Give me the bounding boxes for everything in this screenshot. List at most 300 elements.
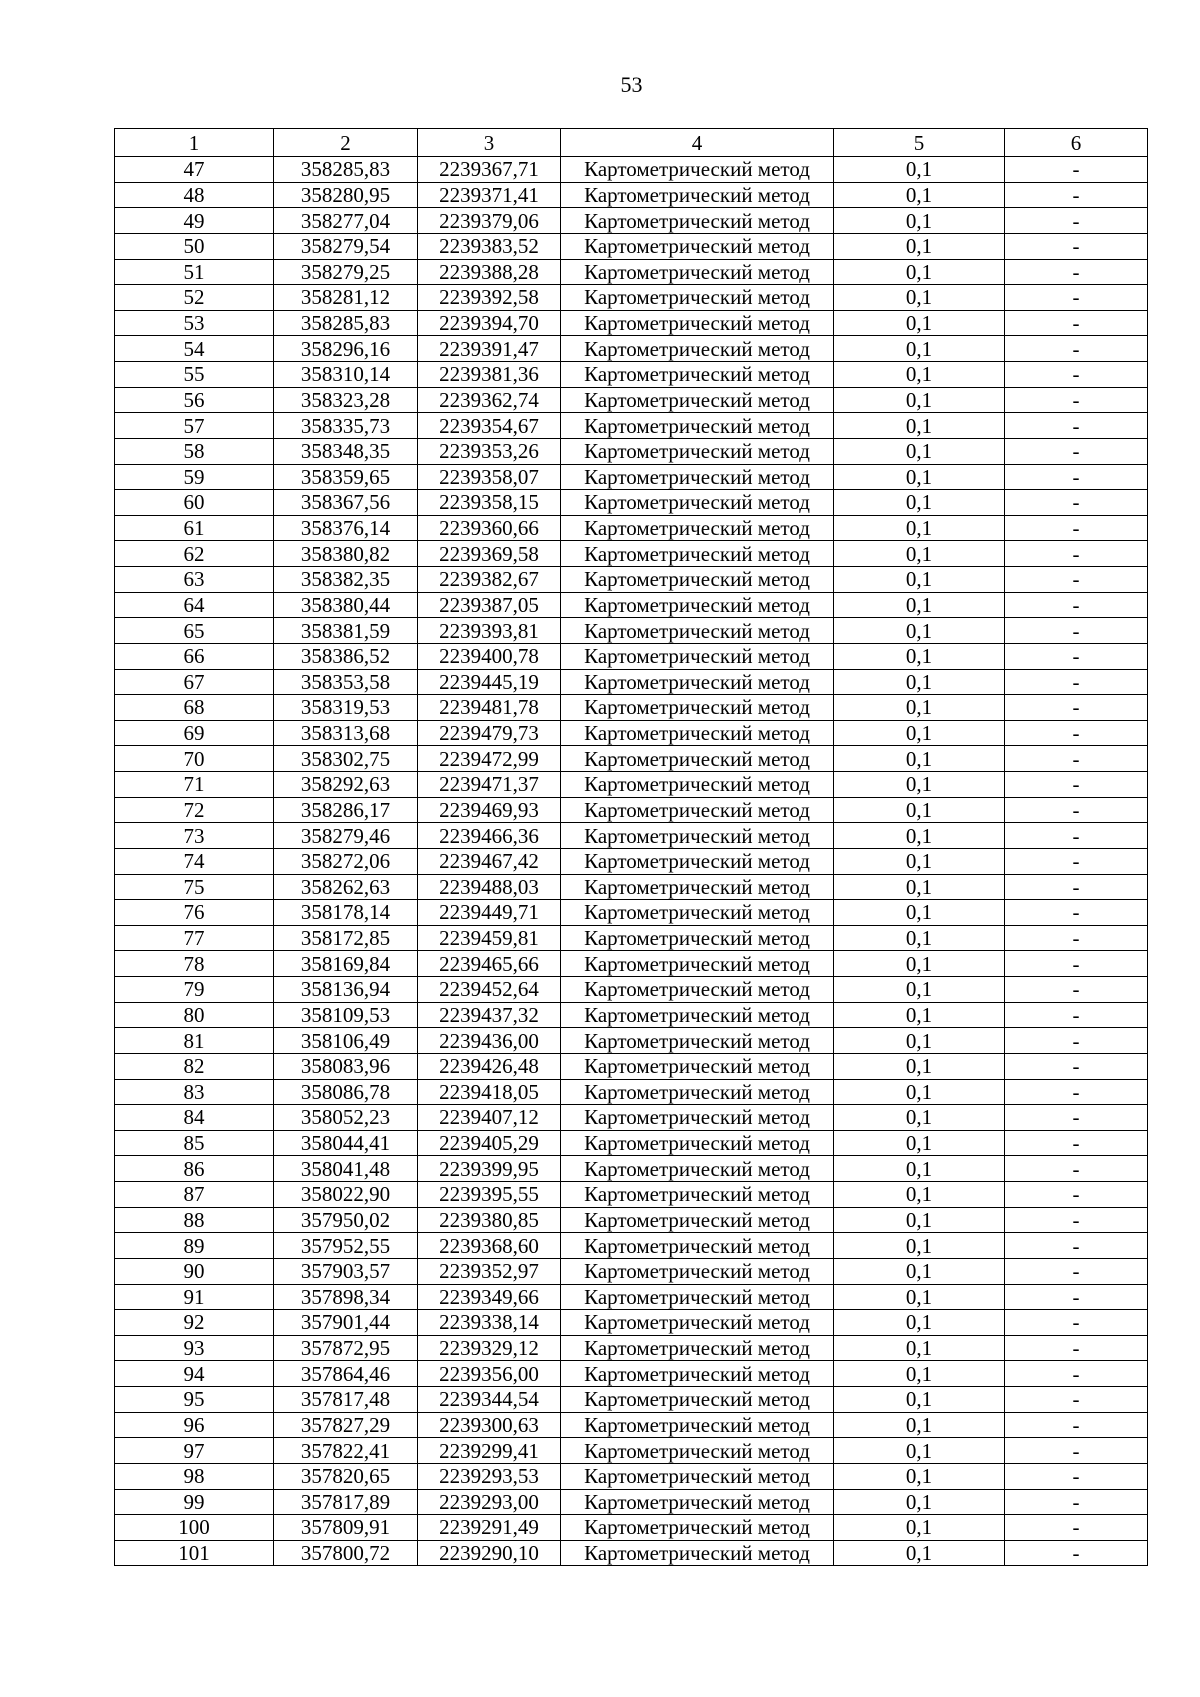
note-cell: - [1005, 464, 1148, 490]
accuracy-cell: 0,1 [834, 823, 1005, 849]
accuracy-cell: 0,1 [834, 1284, 1005, 1310]
table-row [115, 618, 1148, 644]
accuracy-cell: 0,1 [834, 643, 1005, 669]
note-cell: - [1005, 925, 1148, 951]
point-number-cell: 84 [115, 1105, 274, 1131]
method-cell: Картометрический метод [561, 823, 834, 849]
y-coordinate-cell: 2239293,00 [418, 1489, 561, 1515]
note-cell: - [1005, 1335, 1148, 1361]
method-cell: Картометрический метод [561, 592, 834, 618]
accuracy-cell: 0,1 [834, 310, 1005, 336]
method-cell: Картометрический метод [561, 490, 834, 516]
table-row [115, 336, 1148, 362]
y-coordinate-cell: 2239338,14 [418, 1310, 561, 1336]
table-row [115, 1284, 1148, 1310]
method-cell: Картометрический метод [561, 669, 834, 695]
y-coordinate-cell: 2239459,81 [418, 925, 561, 951]
accuracy-cell: 0,1 [834, 182, 1005, 208]
col-2-header: 2 [274, 129, 418, 157]
note-cell: - [1005, 900, 1148, 926]
point-number-cell: 62 [115, 541, 274, 567]
y-coordinate-cell: 2239293,53 [418, 1463, 561, 1489]
accuracy-cell: 0,1 [834, 1310, 1005, 1336]
y-coordinate-cell: 2239358,07 [418, 464, 561, 490]
method-cell: Картометрический метод [561, 746, 834, 772]
accuracy-cell: 0,1 [834, 1130, 1005, 1156]
y-coordinate-cell: 2239367,71 [418, 157, 561, 183]
y-coordinate-cell: 2239436,00 [418, 1028, 561, 1054]
y-coordinate-cell: 2239371,41 [418, 182, 561, 208]
note-cell: - [1005, 567, 1148, 593]
method-cell: Картометрический метод [561, 515, 834, 541]
point-number-cell: 51 [115, 259, 274, 285]
note-cell: - [1005, 618, 1148, 644]
accuracy-cell: 0,1 [834, 1515, 1005, 1541]
table-row [115, 362, 1148, 388]
method-cell: Картометрический метод [561, 1361, 834, 1387]
method-cell: Картометрический метод [561, 643, 834, 669]
point-number-cell: 82 [115, 1053, 274, 1079]
x-coordinate-cell: 358022,90 [274, 1182, 418, 1208]
x-coordinate-cell: 358277,04 [274, 208, 418, 234]
point-number-cell: 71 [115, 772, 274, 798]
table-row [115, 310, 1148, 336]
x-coordinate-cell: 358353,58 [274, 669, 418, 695]
table-row [115, 182, 1148, 208]
method-cell: Картометрический метод [561, 951, 834, 977]
x-coordinate-cell: 358280,95 [274, 182, 418, 208]
accuracy-cell: 0,1 [834, 1002, 1005, 1028]
accuracy-cell: 0,1 [834, 1540, 1005, 1566]
note-cell: - [1005, 310, 1148, 336]
x-coordinate-cell: 358335,73 [274, 413, 418, 439]
accuracy-cell: 0,1 [834, 874, 1005, 900]
table-row [115, 541, 1148, 567]
x-coordinate-cell: 358109,53 [274, 1002, 418, 1028]
x-coordinate-cell: 358279,54 [274, 233, 418, 259]
method-cell: Картометрический метод [561, 1515, 834, 1541]
col-1-header: 1 [115, 129, 274, 157]
y-coordinate-cell: 2239349,66 [418, 1284, 561, 1310]
table-row [115, 1335, 1148, 1361]
point-number-cell: 64 [115, 592, 274, 618]
accuracy-cell: 0,1 [834, 1258, 1005, 1284]
note-cell: - [1005, 823, 1148, 849]
y-coordinate-cell: 2239300,63 [418, 1412, 561, 1438]
point-number-cell: 76 [115, 900, 274, 926]
note-cell: - [1005, 387, 1148, 413]
x-coordinate-cell: 357817,48 [274, 1387, 418, 1413]
y-coordinate-cell: 2239449,71 [418, 900, 561, 926]
x-coordinate-cell: 358348,35 [274, 438, 418, 464]
accuracy-cell: 0,1 [834, 1412, 1005, 1438]
method-cell: Картометрический метод [561, 977, 834, 1003]
y-coordinate-cell: 2239472,99 [418, 746, 561, 772]
note-cell: - [1005, 848, 1148, 874]
point-number-cell: 73 [115, 823, 274, 849]
method-cell: Картометрический метод [561, 208, 834, 234]
y-coordinate-cell: 2239383,52 [418, 233, 561, 259]
note-cell: - [1005, 592, 1148, 618]
y-coordinate-cell: 2239469,93 [418, 797, 561, 823]
method-cell: Картометрический метод [561, 695, 834, 721]
table-row [115, 387, 1148, 413]
method-cell: Картометрический метод [561, 259, 834, 285]
note-cell: - [1005, 1310, 1148, 1336]
x-coordinate-cell: 358285,83 [274, 310, 418, 336]
table-row [115, 1463, 1148, 1489]
note-cell: - [1005, 259, 1148, 285]
y-coordinate-cell: 2239382,67 [418, 567, 561, 593]
note-cell: - [1005, 1233, 1148, 1259]
y-coordinate-cell: 2239437,32 [418, 1002, 561, 1028]
note-cell: - [1005, 1105, 1148, 1131]
note-cell: - [1005, 1258, 1148, 1284]
x-coordinate-cell: 357817,89 [274, 1489, 418, 1515]
table-row [115, 285, 1148, 311]
method-cell: Картометрический метод [561, 1207, 834, 1233]
accuracy-cell: 0,1 [834, 490, 1005, 516]
point-number-cell: 77 [115, 925, 274, 951]
table-row [115, 720, 1148, 746]
y-coordinate-cell: 2239400,78 [418, 643, 561, 669]
accuracy-cell: 0,1 [834, 618, 1005, 644]
accuracy-cell: 0,1 [834, 797, 1005, 823]
note-cell: - [1005, 1130, 1148, 1156]
table-header [115, 129, 1148, 157]
accuracy-cell: 0,1 [834, 1105, 1005, 1131]
table-row [115, 925, 1148, 951]
y-coordinate-cell: 2239356,00 [418, 1361, 561, 1387]
y-coordinate-cell: 2239358,15 [418, 490, 561, 516]
table-row [115, 1540, 1148, 1566]
x-coordinate-cell: 358172,85 [274, 925, 418, 951]
note-cell: - [1005, 1053, 1148, 1079]
table-row [115, 746, 1148, 772]
point-number-cell: 69 [115, 720, 274, 746]
point-number-cell: 99 [115, 1489, 274, 1515]
table-row [115, 1079, 1148, 1105]
method-cell: Картометрический метод [561, 1182, 834, 1208]
method-cell: Картометрический метод [561, 1002, 834, 1028]
accuracy-cell: 0,1 [834, 1233, 1005, 1259]
note-cell: - [1005, 1207, 1148, 1233]
accuracy-cell: 0,1 [834, 1028, 1005, 1054]
table-row [115, 157, 1148, 183]
point-number-cell: 100 [115, 1515, 274, 1541]
table-row [115, 1182, 1148, 1208]
method-cell: Картометрический метод [561, 925, 834, 951]
note-cell: - [1005, 643, 1148, 669]
x-coordinate-cell: 358285,83 [274, 157, 418, 183]
y-coordinate-cell: 2239290,10 [418, 1540, 561, 1566]
x-coordinate-cell: 358313,68 [274, 720, 418, 746]
y-coordinate-cell: 2239391,47 [418, 336, 561, 362]
table-row [115, 259, 1148, 285]
point-number-cell: 83 [115, 1079, 274, 1105]
note-cell: - [1005, 541, 1148, 567]
note-cell: - [1005, 1361, 1148, 1387]
accuracy-cell: 0,1 [834, 772, 1005, 798]
x-coordinate-cell: 357952,55 [274, 1233, 418, 1259]
note-cell: - [1005, 1182, 1148, 1208]
table-row [115, 1489, 1148, 1515]
accuracy-cell: 0,1 [834, 1335, 1005, 1361]
method-cell: Картометрический метод [561, 1284, 834, 1310]
method-cell: Картометрический метод [561, 618, 834, 644]
table-row [115, 900, 1148, 926]
table-row [115, 772, 1148, 798]
accuracy-cell: 0,1 [834, 387, 1005, 413]
note-cell: - [1005, 1156, 1148, 1182]
method-cell: Картометрический метод [561, 387, 834, 413]
accuracy-cell: 0,1 [834, 1207, 1005, 1233]
note-cell: - [1005, 208, 1148, 234]
note-cell: - [1005, 182, 1148, 208]
table-row [115, 797, 1148, 823]
method-cell: Картометрический метод [561, 900, 834, 926]
x-coordinate-cell: 358272,06 [274, 848, 418, 874]
x-coordinate-cell: 358359,65 [274, 464, 418, 490]
accuracy-cell: 0,1 [834, 925, 1005, 951]
x-coordinate-cell: 357872,95 [274, 1335, 418, 1361]
note-cell: - [1005, 1412, 1148, 1438]
accuracy-cell: 0,1 [834, 977, 1005, 1003]
table-row [115, 695, 1148, 721]
x-coordinate-cell: 358279,25 [274, 259, 418, 285]
table-row [115, 1207, 1148, 1233]
page-number: 53 [620, 72, 643, 97]
accuracy-cell: 0,1 [834, 233, 1005, 259]
point-number-cell: 54 [115, 336, 274, 362]
accuracy-cell: 0,1 [834, 1182, 1005, 1208]
x-coordinate-cell: 358106,49 [274, 1028, 418, 1054]
table-row [115, 1002, 1148, 1028]
x-coordinate-cell: 358310,14 [274, 362, 418, 388]
table-row [115, 951, 1148, 977]
point-number-cell: 93 [115, 1335, 274, 1361]
note-cell: - [1005, 362, 1148, 388]
y-coordinate-cell: 2239353,26 [418, 438, 561, 464]
table-row [115, 1258, 1148, 1284]
point-number-cell: 80 [115, 1002, 274, 1028]
point-number-cell: 60 [115, 490, 274, 516]
point-number-cell: 55 [115, 362, 274, 388]
point-number-cell: 89 [115, 1233, 274, 1259]
note-cell: - [1005, 772, 1148, 798]
accuracy-cell: 0,1 [834, 1156, 1005, 1182]
note-cell: - [1005, 1028, 1148, 1054]
method-cell: Картометрический метод [561, 438, 834, 464]
x-coordinate-cell: 357827,29 [274, 1412, 418, 1438]
point-number-cell: 91 [115, 1284, 274, 1310]
y-coordinate-cell: 2239399,95 [418, 1156, 561, 1182]
table-row [115, 490, 1148, 516]
point-number-cell: 67 [115, 669, 274, 695]
table-row [115, 1310, 1148, 1336]
y-coordinate-cell: 2239329,12 [418, 1335, 561, 1361]
note-cell: - [1005, 1438, 1148, 1464]
y-coordinate-cell: 2239354,67 [418, 413, 561, 439]
accuracy-cell: 0,1 [834, 464, 1005, 490]
x-coordinate-cell: 358041,48 [274, 1156, 418, 1182]
point-number-cell: 68 [115, 695, 274, 721]
point-number-cell: 61 [115, 515, 274, 541]
y-coordinate-cell: 2239479,73 [418, 720, 561, 746]
note-cell: - [1005, 720, 1148, 746]
note-cell: - [1005, 1540, 1148, 1566]
point-number-cell: 47 [115, 157, 274, 183]
y-coordinate-cell: 2239418,05 [418, 1079, 561, 1105]
point-number-cell: 95 [115, 1387, 274, 1413]
coordinates-table [114, 128, 1148, 1566]
note-cell: - [1005, 438, 1148, 464]
y-coordinate-cell: 2239291,49 [418, 1515, 561, 1541]
x-coordinate-cell: 357800,72 [274, 1540, 418, 1566]
x-coordinate-cell: 358296,16 [274, 336, 418, 362]
note-cell: - [1005, 1284, 1148, 1310]
method-cell: Картометрический метод [561, 1463, 834, 1489]
x-coordinate-cell: 358052,23 [274, 1105, 418, 1131]
y-coordinate-cell: 2239379,06 [418, 208, 561, 234]
x-coordinate-cell: 358279,46 [274, 823, 418, 849]
point-number-cell: 63 [115, 567, 274, 593]
x-coordinate-cell: 358380,82 [274, 541, 418, 567]
point-number-cell: 94 [115, 1361, 274, 1387]
y-coordinate-cell: 2239344,54 [418, 1387, 561, 1413]
method-cell: Картометрический метод [561, 1310, 834, 1336]
note-cell: - [1005, 746, 1148, 772]
table-row [115, 464, 1148, 490]
accuracy-cell: 0,1 [834, 669, 1005, 695]
table-row [115, 874, 1148, 900]
accuracy-cell: 0,1 [834, 900, 1005, 926]
y-coordinate-cell: 2239467,42 [418, 848, 561, 874]
col-6-header: 6 [1005, 129, 1148, 157]
table-row [115, 1233, 1148, 1259]
accuracy-cell: 0,1 [834, 720, 1005, 746]
method-cell: Картометрический метод [561, 1028, 834, 1054]
note-cell: - [1005, 951, 1148, 977]
table-row [115, 1053, 1148, 1079]
table-row [115, 823, 1148, 849]
note-cell: - [1005, 1079, 1148, 1105]
y-coordinate-cell: 2239387,05 [418, 592, 561, 618]
point-number-cell: 101 [115, 1540, 274, 1566]
table-row [115, 669, 1148, 695]
method-cell: Картометрический метод [561, 1233, 834, 1259]
accuracy-cell: 0,1 [834, 541, 1005, 567]
method-cell: Картометрический метод [561, 1489, 834, 1515]
col-5-header: 5 [834, 129, 1005, 157]
point-number-cell: 90 [115, 1258, 274, 1284]
accuracy-cell: 0,1 [834, 746, 1005, 772]
y-coordinate-cell: 2239395,55 [418, 1182, 561, 1208]
method-cell: Картометрический метод [561, 1438, 834, 1464]
accuracy-cell: 0,1 [834, 336, 1005, 362]
point-number-cell: 50 [115, 233, 274, 259]
table-row [115, 1412, 1148, 1438]
note-cell: - [1005, 515, 1148, 541]
accuracy-cell: 0,1 [834, 413, 1005, 439]
y-coordinate-cell: 2239388,28 [418, 259, 561, 285]
method-cell: Картометрический метод [561, 413, 834, 439]
accuracy-cell: 0,1 [834, 1079, 1005, 1105]
point-number-cell: 74 [115, 848, 274, 874]
accuracy-cell: 0,1 [834, 951, 1005, 977]
method-cell: Картометрический метод [561, 1258, 834, 1284]
table-row [115, 1130, 1148, 1156]
y-coordinate-cell: 2239488,03 [418, 874, 561, 900]
y-coordinate-cell: 2239299,41 [418, 1438, 561, 1464]
x-coordinate-cell: 358178,14 [274, 900, 418, 926]
accuracy-cell: 0,1 [834, 208, 1005, 234]
note-cell: - [1005, 1463, 1148, 1489]
point-number-cell: 81 [115, 1028, 274, 1054]
accuracy-cell: 0,1 [834, 438, 1005, 464]
point-number-cell: 49 [115, 208, 274, 234]
x-coordinate-cell: 358302,75 [274, 746, 418, 772]
y-coordinate-cell: 2239393,81 [418, 618, 561, 644]
point-number-cell: 56 [115, 387, 274, 413]
y-coordinate-cell: 2239405,29 [418, 1130, 561, 1156]
table-row [115, 515, 1148, 541]
accuracy-cell: 0,1 [834, 1387, 1005, 1413]
method-cell: Картометрический метод [561, 157, 834, 183]
x-coordinate-cell: 357822,41 [274, 1438, 418, 1464]
y-coordinate-cell: 2239471,37 [418, 772, 561, 798]
table-row [115, 233, 1148, 259]
note-cell: - [1005, 233, 1148, 259]
y-coordinate-cell: 2239360,66 [418, 515, 561, 541]
point-number-cell: 72 [115, 797, 274, 823]
table-row [115, 1515, 1148, 1541]
method-cell: Картометрический метод [561, 233, 834, 259]
x-coordinate-cell: 358262,63 [274, 874, 418, 900]
col-4-header: 4 [561, 129, 834, 157]
point-number-cell: 70 [115, 746, 274, 772]
x-coordinate-cell: 358136,94 [274, 977, 418, 1003]
note-cell: - [1005, 797, 1148, 823]
point-number-cell: 96 [115, 1412, 274, 1438]
note-cell: - [1005, 490, 1148, 516]
table-body [115, 157, 1148, 1566]
accuracy-cell: 0,1 [834, 1463, 1005, 1489]
x-coordinate-cell: 358380,44 [274, 592, 418, 618]
point-number-cell: 58 [115, 438, 274, 464]
point-number-cell: 88 [115, 1207, 274, 1233]
point-number-cell: 78 [115, 951, 274, 977]
point-number-cell: 97 [115, 1438, 274, 1464]
x-coordinate-cell: 358286,17 [274, 797, 418, 823]
table-row [115, 1361, 1148, 1387]
y-coordinate-cell: 2239381,36 [418, 362, 561, 388]
table-row [115, 1438, 1148, 1464]
y-coordinate-cell: 2239352,97 [418, 1258, 561, 1284]
note-cell: - [1005, 1515, 1148, 1541]
x-coordinate-cell: 358169,84 [274, 951, 418, 977]
y-coordinate-cell: 2239362,74 [418, 387, 561, 413]
point-number-cell: 98 [115, 1463, 274, 1489]
note-cell: - [1005, 1489, 1148, 1515]
x-coordinate-cell: 357809,91 [274, 1515, 418, 1541]
x-coordinate-cell: 357903,57 [274, 1258, 418, 1284]
x-coordinate-cell: 358044,41 [274, 1130, 418, 1156]
y-coordinate-cell: 2239407,12 [418, 1105, 561, 1131]
method-cell: Картометрический метод [561, 464, 834, 490]
table-row [115, 567, 1148, 593]
point-number-cell: 65 [115, 618, 274, 644]
